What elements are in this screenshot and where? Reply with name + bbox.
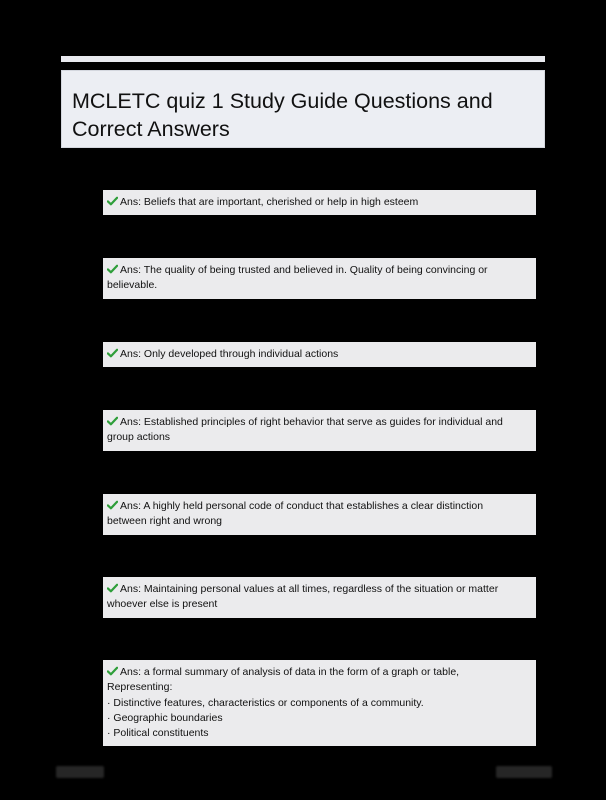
answer-box-4 <box>103 410 536 451</box>
answer-box-6 <box>103 577 536 618</box>
check-icon <box>107 264 118 274</box>
title-line-1: MCLETC quiz 1 Study Guide Questions and <box>72 89 493 113</box>
answer-text-continued: between right and wrong <box>107 515 222 528</box>
title-box <box>61 70 545 148</box>
answer-text: Ans: Beliefs that are important, cherished or help in high esteem <box>120 196 419 208</box>
answer-box-3 <box>103 342 536 367</box>
answer-text: Ans: The quality of being trusted and believed in. Quality of being convincing or <box>120 264 488 276</box>
answer-text-continued: whoever else is present <box>107 598 218 611</box>
check-icon <box>107 416 118 426</box>
footer-logo-blurred <box>56 766 104 778</box>
check-icon <box>107 500 118 510</box>
check-icon <box>107 196 118 206</box>
answer-text-continued: Representing: <box>107 681 173 694</box>
answer-text: Ans: Maintaining personal values at all times, regardless of the situation or matter <box>120 583 499 595</box>
answer-text-continued: group actions <box>107 431 171 444</box>
title-line-2: Correct Answers <box>72 117 230 141</box>
answer-bullet: · Geographic boundaries <box>107 711 223 724</box>
check-icon <box>107 583 118 593</box>
answer-text: Ans: Only developed through individual actions <box>120 348 339 360</box>
answer-text: Ans: Established principles of right behavior that serve as guides for individual and <box>120 416 503 428</box>
answer-bullet: · Distinctive features, characteristics or components of a community. <box>107 696 424 709</box>
check-icon <box>107 666 118 676</box>
check-icon <box>107 348 118 358</box>
answer-bullet: · Political constituents <box>107 727 209 740</box>
answer-box-7 <box>103 660 536 746</box>
answer-text-continued: believable. <box>107 279 158 292</box>
header-bar <box>61 56 545 62</box>
answer-box-5 <box>103 494 536 535</box>
page-title <box>72 87 534 143</box>
footer-page-number-blurred <box>496 766 552 778</box>
answer-box-2 <box>103 258 536 299</box>
answer-box-1 <box>103 190 536 215</box>
answer-text: Ans: A highly held personal code of conduct that establishes a clear distinction <box>120 500 484 512</box>
answer-text: Ans: a formal summary of analysis of data in the form of a graph or table, <box>120 666 460 678</box>
